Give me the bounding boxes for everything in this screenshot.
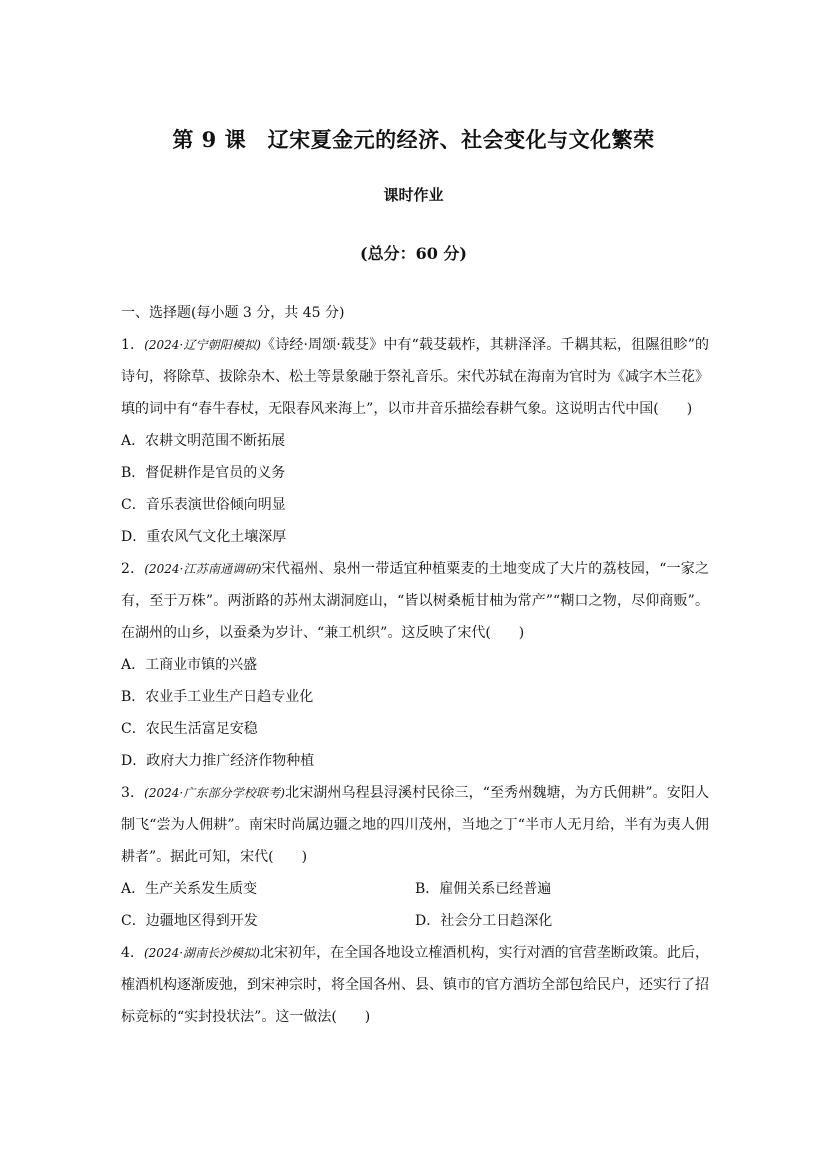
question-stem: 宋代福州、泉州一带适宜种植粟麦的土地变成了大片的荔枝园，“一家之有，至于万株”。两浙路的苏州太湖洞庭山，“皆以树桑栀甘柚为常产”“糊口之物，尽仰商贩”。在湖州的山乡，以蚕桑为岁计、“兼工机织”。这反映了宋代( )	[121, 561, 709, 641]
question-source: (2024·湖南长沙模拟)	[143, 946, 260, 960]
option-b[interactable]: B．农业手工业生产日趋专业化	[121, 689, 314, 705]
question-source: (2024·广东部分学校联考)	[144, 786, 285, 800]
question-number: 1．	[121, 337, 145, 353]
options-row	[121, 905, 709, 937]
option-d[interactable]: D．重农风气文化土壤深厚	[121, 529, 287, 545]
options-row	[121, 873, 709, 905]
question-3	[121, 777, 709, 873]
option-b[interactable]: B．督促耕作是官员的义务	[121, 465, 286, 481]
option-c[interactable]: C．边疆地区得到开发	[121, 913, 258, 929]
option-d[interactable]: D．政府大力推广经济作物种植	[121, 753, 315, 769]
question-stem: 北宋湖州乌程县浔溪村民徐三，“至秀州魏塘，为方氏佣耕”。安阳人制飞“尝为人佣耕”。南宋时尚属边疆之地的四川茂州，当地之丁“半市人无月给，半有为夷人佣耕者”。据此可知，宋代( )	[121, 785, 709, 865]
question-source: (2024·辽宁朝阳模拟)	[144, 338, 261, 352]
questions-body	[121, 297, 709, 1033]
option-b[interactable]: B．雇佣关系已经普遍	[415, 881, 552, 897]
section-heading: 一、选择题(每小题 3 分，共 45 分)	[121, 305, 345, 321]
question-stem: 北宋初年，在全国各地设立榷酒机构，实行对酒的官营垄断政策。此后，榷酒机构逐渐废弛，到宋神宗时，将全国各州、县、镇市的官方酒坊全部包给民户，还实行了招标竞标的“实封投状法”。这一做法( )	[121, 945, 709, 1025]
option-c[interactable]: C．农民生活富足安稳	[121, 721, 258, 737]
option-c[interactable]: C．音乐表演世俗倾向明显	[121, 497, 286, 513]
option-a[interactable]: A．生产关系发生质变	[121, 881, 258, 897]
total-score: (总分：60 分)	[360, 244, 467, 263]
question-source: (2024·江苏南通调研)	[144, 562, 262, 576]
question-stem: 《诗经·周颂·载芟》中有“载芟载柞，其耕泽泽。千耦其耘，徂隰徂畛”的诗句，将除草、拔除杂木、松土等景象融于祭礼音乐。宋代苏轼在海南为官时为《减字木兰花》填的词中有“春牛春杖，无限春风来海上”，以市井音乐描绘春耕气象。这说明古代中国( )	[121, 337, 709, 417]
option-a[interactable]: A．农耕文明范围不断拓展	[121, 433, 286, 449]
question-1	[121, 329, 709, 425]
option-a[interactable]: A．工商业市镇的兴盛	[121, 657, 258, 673]
page-subtitle: 课时作业	[383, 186, 444, 204]
option-d[interactable]: D．社会分工日趋深化	[415, 913, 553, 929]
question-number: 3．	[121, 785, 145, 801]
question-4	[121, 937, 709, 1033]
question-2	[121, 553, 709, 649]
page-title: 第 9 课 辽宋夏金元的经济、社会变化与文化繁荣	[172, 127, 655, 152]
question-number: 2．	[121, 561, 145, 577]
question-number: 4．	[121, 945, 144, 961]
